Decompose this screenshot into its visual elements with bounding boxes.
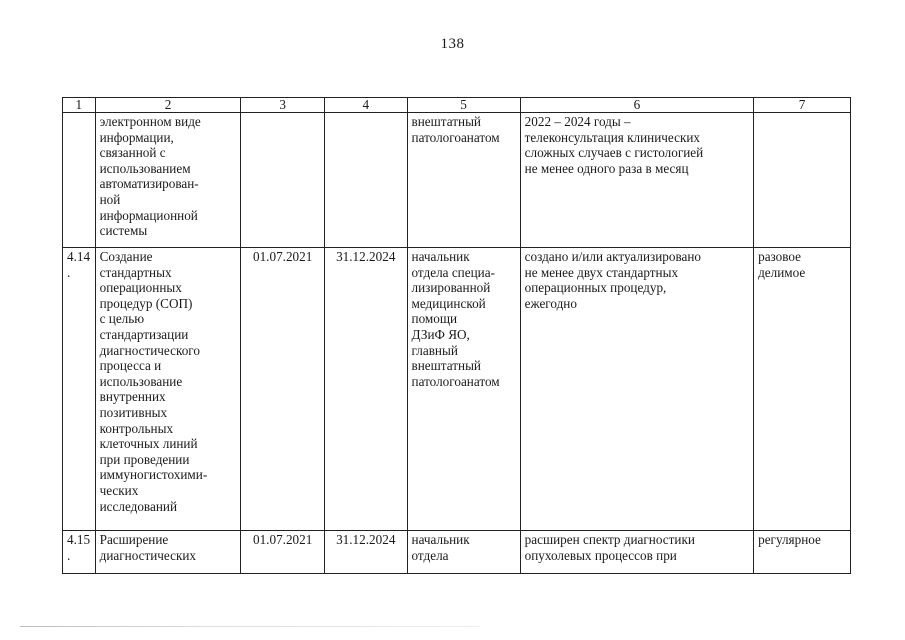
cell-text-line: внештатный [411,358,481,374]
cell-text-line: при проведении [99,451,190,467]
cell-text-line: медицинской [411,295,486,311]
cell-text-line: Расширение [99,532,169,547]
cell-text-line: не менее двух стандартных [524,264,679,280]
start-date-cell [241,113,325,248]
responsible-cell [407,248,520,531]
row-number-cell: 4.14. [63,248,96,531]
responsible-cell [407,113,520,248]
cell-text-line: исследований [99,498,178,514]
column-header-1: 1 [63,98,96,113]
cell-text-line: не менее одного раза в месяц [524,160,689,176]
column-header-2: 2 [95,98,241,113]
start-date-cell: 01.07.2021 [241,248,325,531]
cell-text-line: иммуногистохими- [99,467,208,483]
cell-text-line: создано и/или актуализировано [524,249,702,264]
start-date-cell: 01.07.2021 [241,531,325,574]
cell-text-line: автоматизирован- [99,176,199,192]
cell-text-line: патологоанатом [411,373,500,389]
cell-text-line: отдела специа- [411,264,495,280]
cell-text-line: процедур (СОП) [99,295,193,311]
scan-artifact-line [20,626,480,627]
cell-text-line: начальник [411,249,470,264]
result-cell [520,113,753,248]
column-number-header-row [63,98,851,113]
cell-text-line: внутренних [99,389,166,405]
cell-text-line: клеточных линий [99,436,198,452]
cell-text-line: лизированной [411,280,491,296]
cell-text-line: информационной [99,207,198,223]
activity-cell [95,531,241,574]
table-row-continuation [63,113,851,248]
column-header-5: 5 [407,98,520,113]
column-header-6: 6 [520,98,753,113]
cell-text-line: главный [411,342,458,358]
row-number-cell: 4.15. [63,531,96,574]
cell-text-line: Создание [99,249,153,264]
cell-text-line: использование [99,373,183,389]
cell-text-line: операционных [99,280,182,296]
cell-text-line: ной [99,191,121,207]
row-number-cell [63,113,96,248]
cell-text-line: ческих [99,482,139,498]
cell-text-line: опухолевых процессов при [524,547,677,563]
cell-text-line: телеконсультация клинических [524,129,701,145]
cell-text-line: стандартных [99,264,172,280]
cell-text-line: расширен спектр диагностики [524,532,695,547]
cell-text-line: делимое [758,264,806,280]
cell-text-line: позитивных [99,404,168,420]
type-cell [754,248,851,531]
cell-text-line: электронном виде [99,114,201,129]
activity-cell [95,248,241,531]
end-date-cell: 31.12.2024 [324,248,407,531]
cell-text-line: разовое [758,249,802,264]
column-header-7: 7 [754,98,851,113]
cell-text-line: отдела [411,547,449,563]
cell-text-line: регулярное [758,532,821,547]
cell-text-line: патологоанатом [411,129,500,145]
cell-text-line: 2022 – 2024 годы – [524,114,631,129]
cell-text-line: использованием [99,160,191,176]
end-date-cell [324,113,407,248]
cell-text-line: ДЗиФ ЯО, [411,326,470,342]
cell-text-line: системы [99,223,148,239]
cell-text-line: диагностических [99,547,197,563]
table-row [63,531,851,574]
cell-text-line: связанной с [99,145,166,161]
cell-text-line: сложных случаев с гистологией [524,145,704,161]
column-header-3: 3 [241,98,325,113]
cell-text-line: контрольных [99,420,174,436]
cell-text-line: с целью [99,311,145,327]
column-header-4: 4 [324,98,407,113]
result-cell [520,531,753,574]
cell-text-line: операционных процедур, [524,280,667,296]
cell-text-line: стандартизации [99,326,189,342]
cell-text-line: начальник [411,532,470,547]
activity-cell [95,113,241,248]
cell-text-line: информации, [99,129,174,145]
responsible-cell [407,531,520,574]
type-cell [754,113,851,248]
cell-text-line: процесса и [99,358,162,374]
cell-text-line: внештатный [411,114,481,129]
end-date-cell: 31.12.2024 [324,531,407,574]
cell-text-line: помощи [411,311,458,327]
activity-plan-table [62,97,851,574]
result-cell [520,248,753,531]
table-row [63,248,851,531]
cell-text-line: диагностического [99,342,200,358]
page-number: 138 [440,36,465,52]
type-cell [754,531,851,574]
cell-text-line: ежегодно [524,295,577,311]
